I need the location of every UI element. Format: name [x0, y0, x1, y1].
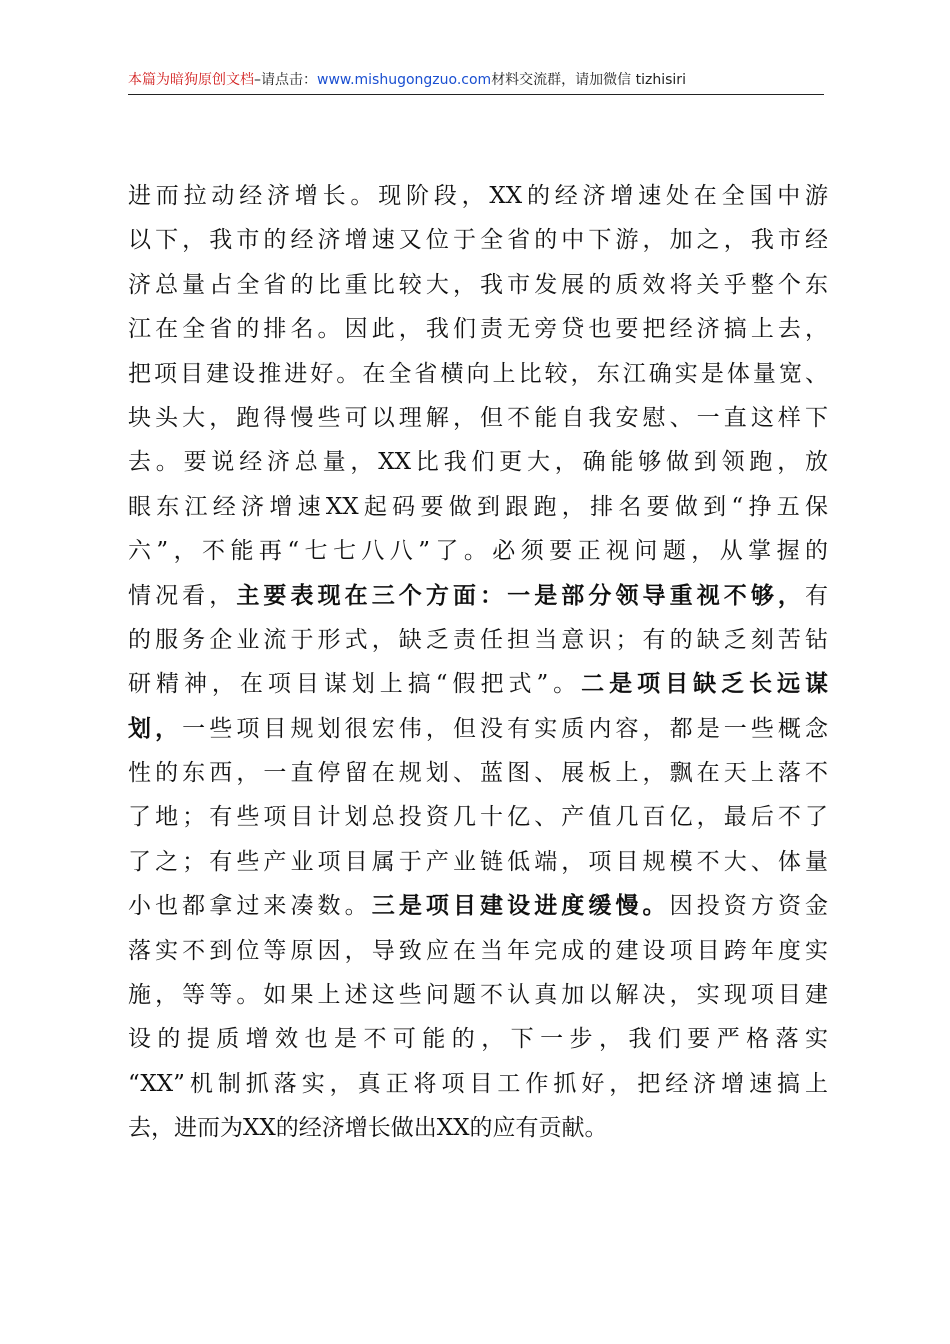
header-watermark-line — [128, 70, 824, 90]
body-text: 因投资方资金 — [669, 893, 829, 920]
body-text: 情况看， — [128, 582, 237, 609]
body-line — [128, 795, 828, 839]
body-text: 去。要说经济总量，XX比我们更大，确能够做到领跑，放 — [128, 449, 828, 476]
body-text: 小也都拿过来凑数。 — [128, 893, 372, 920]
header-brand: 本篇为暗狗原创文档 — [128, 72, 254, 88]
body-text-bold: 二是项目缺乏长远谋 — [581, 670, 828, 698]
body-line — [128, 751, 828, 795]
header-divider — [128, 94, 824, 95]
body-text: 六”，不能再“七七八八”了。必须要正视问题，从掌握的 — [128, 538, 828, 565]
body-line — [128, 440, 828, 484]
body-line — [128, 884, 828, 928]
body-text-bold: 主要表现在三个方面：一是部分领导重视不够， — [236, 581, 806, 609]
body-text: 一些项目规划很宏伟，但没有实质内容，都是一些概念 — [182, 715, 829, 742]
body-text: 有 — [805, 582, 829, 609]
body-text: 进而拉动经济增长。现阶段，XX的经济增速处在全国中游 — [128, 183, 828, 209]
body-text: 块头大，跑得慢些可以理解，但不能自我安慰、一直这样下 — [128, 404, 828, 431]
body-text: 济总量占全省的比重比较大，我市发展的质效将关乎整个东 — [128, 271, 828, 298]
body-text: 设的提质增效也是不可能的，下一步，我们要严格落实 — [128, 1026, 828, 1053]
body-line — [128, 707, 828, 751]
body-line — [128, 1017, 828, 1061]
body-line — [128, 396, 828, 440]
body-line — [128, 1062, 828, 1106]
body-line — [128, 307, 828, 351]
body-text: 江在全省的排名。因此，我们责无旁贷也要把经济搞上去， — [128, 316, 828, 343]
body-line — [128, 352, 828, 396]
body-line — [128, 574, 828, 618]
body-text: 落实不到位等原因，导致应在当年完成的建设项目跨年度实 — [128, 937, 828, 964]
body-text: 施，等等。如果上述这些问题不认真加以解决，实现项目建 — [128, 982, 828, 1009]
body-text: 去，进而为XX的经济增长做出XX的应有贡献。 — [128, 1115, 608, 1142]
body-line — [128, 840, 828, 884]
body-text-bold: 三是项目建设进度缓慢。 — [371, 892, 670, 920]
body-text-bold: 划， — [128, 714, 183, 742]
body-text: 的服务企业流于形式，缺乏责任担当意识；有的缺乏刻苦钻 — [128, 626, 828, 653]
body-line — [128, 973, 828, 1017]
body-line — [128, 618, 828, 662]
header-url-link[interactable]: www.mishugongzuo.com — [317, 72, 492, 88]
header-note: 材料交流群，请加微信 tizhisiri — [491, 72, 686, 88]
body-line — [128, 662, 828, 706]
body-text: “XX”机制抓落实，真正将项目工作抓好，把经济增速搞上 — [128, 1070, 828, 1097]
body-text: 以下，我市的经济增速又位于全省的中下游，加之，我市经 — [128, 227, 828, 254]
document-body — [128, 174, 828, 1151]
body-text: 眼东江经济增速XX起码要做到跟跑，排名要做到“挣五保 — [128, 493, 828, 520]
body-text: 研精神，在项目谋划上搞“假把式”。 — [128, 671, 582, 698]
body-line — [128, 529, 828, 573]
body-line — [128, 174, 828, 218]
body-text: 了地；有些项目计划总投资几十亿、产值几百亿，最后不了 — [128, 804, 828, 831]
body-text: 性的东西，一直停留在规划、蓝图、展板上，飘在天上落不 — [128, 760, 828, 787]
body-line — [128, 485, 828, 529]
body-text: 把项目建设推进好。在全省横向上比较，东江确实是体量宽、 — [128, 360, 828, 387]
header-prompt: –请点击： — [254, 72, 317, 88]
body-line — [128, 218, 828, 262]
body-line — [128, 1106, 828, 1150]
body-text: 了之；有些产业项目属于产业链低端，项目规模不大、体量 — [128, 848, 828, 875]
body-line — [128, 929, 828, 973]
body-line — [128, 263, 828, 307]
